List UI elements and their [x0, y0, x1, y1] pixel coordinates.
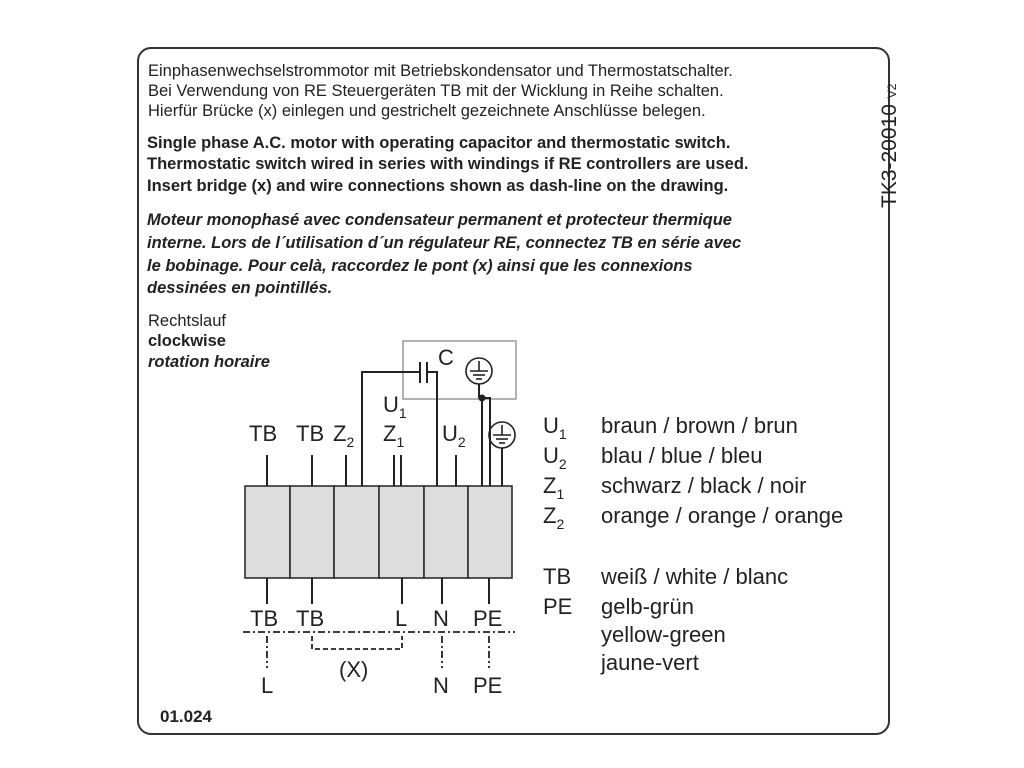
top-terminal-z2: $Z_2$	[333, 421, 355, 450]
text-en-line-2: Thermostatic switch wired in series with windings if RE controllers are used.	[147, 155, 749, 173]
bottom-terminal-pe: PE	[473, 606, 503, 631]
rotation-de: Rechtslauf	[148, 312, 226, 330]
terminal-block	[245, 486, 512, 578]
wire-color-legend	[543, 413, 843, 675]
bottom-terminal-n: N	[433, 606, 449, 631]
ground-icon-pe	[489, 422, 515, 448]
legend-code-tb: TB	[543, 564, 572, 589]
legend-desc-z2: orange / orange / orange	[601, 503, 844, 528]
bridge-label: (X)	[339, 657, 369, 682]
external-terminal-l: L	[261, 673, 274, 698]
bottom-terminal-tb-1: TB	[250, 606, 279, 631]
text-de-line-2: Bei Verwendung von RE Steuergeräten TB mit der Wicklung in Reihe schalten.	[148, 82, 724, 100]
external-terminal-pe: PE	[473, 673, 503, 698]
top-terminal-u1: $U_1$	[383, 392, 407, 421]
legend-desc-u1: braun / brown / brun	[601, 413, 798, 438]
legend-code-u1: $U_1$	[543, 413, 567, 442]
top-terminal-u2: $U_2$	[442, 421, 466, 450]
text-fr-line-1: Moteur monophasé avec condensateur permanent et protecteur thermique	[147, 211, 732, 229]
bottom-wires	[267, 578, 489, 604]
legend-code-u2: $U_2$	[543, 443, 567, 472]
legend-desc-pe-en: yellow-green	[601, 622, 726, 647]
legend-code-pe: PE	[543, 594, 573, 619]
document-code-number: TK3-20010	[878, 104, 901, 208]
text-de-line-1: Einphasenwechselstrommotor mit Betriebskondensator und Thermostatschalter.	[148, 62, 733, 80]
text-fr-line-4: dessinées en pointillés.	[147, 279, 333, 297]
text-fr-line-2: interne. Lors de l´utilisation d´un régulateur RE, connectez TB en série avec	[147, 234, 742, 252]
legend-desc-tb: weiß / white / blanc	[601, 564, 789, 589]
junction-dot	[479, 395, 486, 402]
ground-icon	[466, 358, 492, 384]
text-de-line-3: Hierfür Brücke (x) einlegen und gestrichelt gezeichnete Anschlüsse belegen.	[148, 102, 706, 120]
rotation-fr: rotation horaire	[148, 353, 270, 371]
bottom-terminal-tb-2: TB	[296, 606, 325, 631]
legend-desc-pe: gelb-grün	[601, 594, 694, 619]
top-terminal-z1: $Z_1$	[383, 421, 405, 450]
capacitor-symbol	[362, 362, 437, 486]
bottom-terminal-l: L	[395, 606, 408, 631]
legend-code-z1: $Z_1$	[543, 473, 565, 502]
footer-code: 01.024	[160, 707, 212, 726]
legend-desc-pe-fr: jaune-vert	[601, 650, 699, 675]
text-en-line-1: Single phase A.C. motor with operating capacitor and thermostatic switch.	[147, 134, 731, 152]
dashed-connections	[243, 632, 515, 668]
document-version: V2	[885, 83, 899, 99]
text-en-line-3: Insert bridge (x) and wire connections shown as dash-line on the drawing.	[147, 177, 729, 195]
capacitor-label: C	[438, 345, 454, 370]
bridge-x	[312, 636, 402, 649]
legend-desc-u2: blau / blue / bleu	[601, 443, 763, 468]
top-terminal-tb-1: TB	[249, 421, 278, 446]
text-fr-line-3: le bobinage. Pour celà, raccordez le pont (x) ainsi que les connexions	[147, 257, 693, 275]
legend-code-z2: $Z_2$	[543, 503, 565, 532]
rotation-en: clockwise	[148, 332, 226, 350]
top-terminal-tb-2: TB	[296, 421, 325, 446]
external-terminal-n: N	[433, 673, 449, 698]
legend-desc-z1: schwarz / black / noir	[601, 473, 807, 498]
